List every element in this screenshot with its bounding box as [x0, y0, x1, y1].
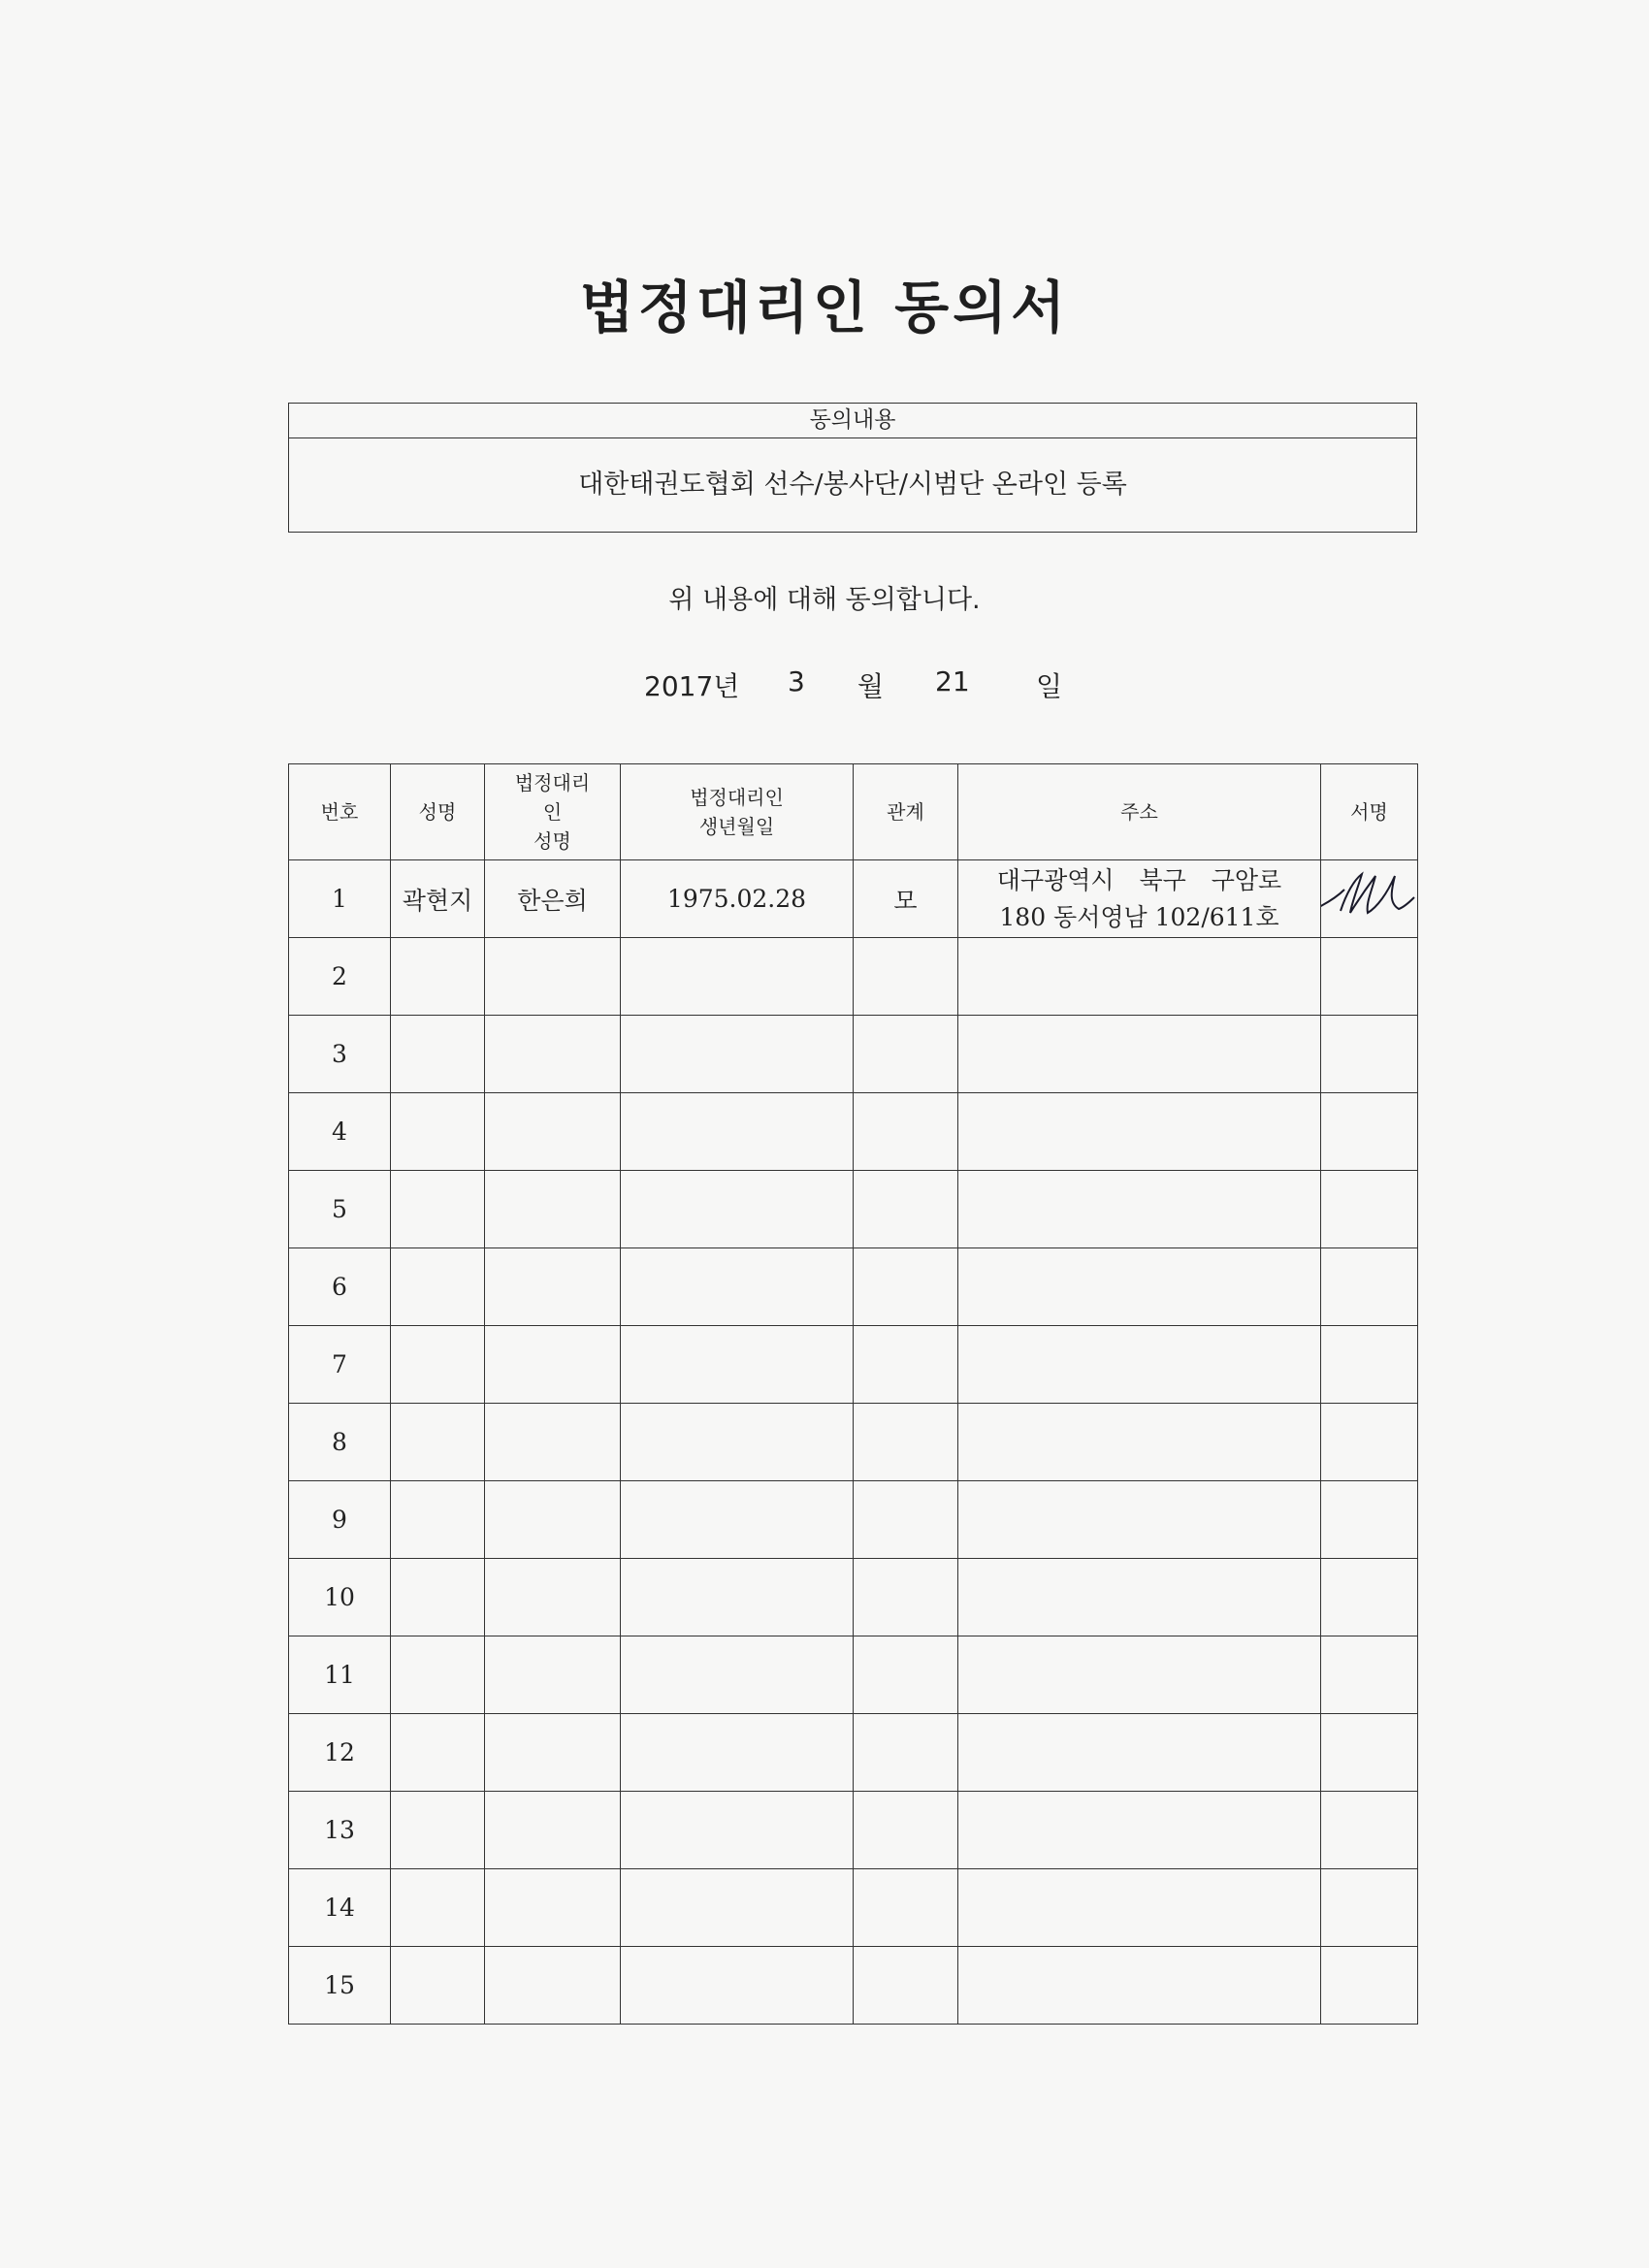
row-no: 12 [289, 1714, 391, 1792]
table-row [289, 1404, 1418, 1481]
table-row [289, 1792, 1418, 1869]
agreement-statement: 위 내용에 대해 동의합니다. [668, 585, 981, 615]
header-address: 주소 [958, 764, 1321, 860]
handwritten-signature [1321, 864, 1418, 934]
consent-content-box [288, 403, 1417, 533]
table-row [289, 1326, 1418, 1404]
header-guardian-name [485, 764, 621, 860]
date-day: 21 [935, 665, 970, 697]
table-row [289, 1559, 1418, 1636]
table-row [289, 1947, 1418, 2025]
row-address [958, 860, 1321, 938]
document-title: 법정대리인 동의서 [579, 275, 1070, 340]
table-row [289, 1636, 1418, 1714]
table-row [289, 1171, 1418, 1248]
row-address-line1: 대구광역시 북구 구암로 [996, 865, 1282, 894]
header-guardian-birth [621, 764, 854, 860]
row-no: 5 [289, 1171, 391, 1248]
header-name: 성명 [391, 764, 485, 860]
table-row [289, 938, 1418, 1016]
date-year: 2017년 [644, 670, 740, 702]
table-row [289, 1016, 1418, 1093]
date-month: 3 [788, 665, 805, 697]
row-no: 8 [289, 1404, 391, 1481]
row-relation: 모 [854, 860, 958, 938]
header-guardian-birth-line1: 법정대리인 [690, 786, 784, 809]
header-guardian-birth-line2: 생년월일 [698, 815, 775, 838]
table-row [289, 1714, 1418, 1792]
row-no: 3 [289, 1016, 391, 1093]
header-relation: 관계 [854, 764, 958, 860]
consent-text: 대한태권도협회 선수/봉사단/시범단 온라인 등록 [578, 470, 1127, 500]
row-no: 7 [289, 1326, 391, 1404]
table-header-row [289, 764, 1418, 860]
table-row [289, 1093, 1418, 1171]
row-no: 6 [289, 1248, 391, 1326]
header-no: 번호 [289, 764, 391, 860]
row-no: 14 [289, 1869, 391, 1947]
table-row [289, 860, 1418, 938]
header-signature: 서명 [1321, 764, 1418, 860]
row-address-line2: 180 동서영남 102/611호 [999, 902, 1279, 931]
guardian-registry-table [288, 763, 1418, 2025]
row-no: 4 [289, 1093, 391, 1171]
row-no: 11 [289, 1636, 391, 1714]
row-no: 10 [289, 1559, 391, 1636]
table-row [289, 1481, 1418, 1559]
header-guardian-name-line3: 성명 [534, 829, 571, 853]
row-no: 2 [289, 938, 391, 1016]
row-no: 9 [289, 1481, 391, 1559]
row-signature [1321, 860, 1418, 938]
row-no: 13 [289, 1792, 391, 1869]
table-row [289, 1248, 1418, 1326]
consent-header: 동의내용 [289, 404, 1416, 438]
date-day-unit: 일 [1036, 670, 1063, 702]
row-no: 15 [289, 1947, 391, 2025]
header-guardian-name-line2: 인 [542, 800, 563, 824]
date-month-unit: 월 [857, 670, 885, 702]
row-no: 1 [289, 860, 391, 938]
consent-date [0, 665, 1649, 700]
header-guardian-name-line1: 법정대리 [514, 771, 591, 794]
row-name: 곽현지 [391, 860, 485, 938]
table-row [289, 1869, 1418, 1947]
row-guardian-birth: 1975.02.28 [621, 860, 854, 938]
row-guardian-name: 한은희 [485, 860, 621, 938]
